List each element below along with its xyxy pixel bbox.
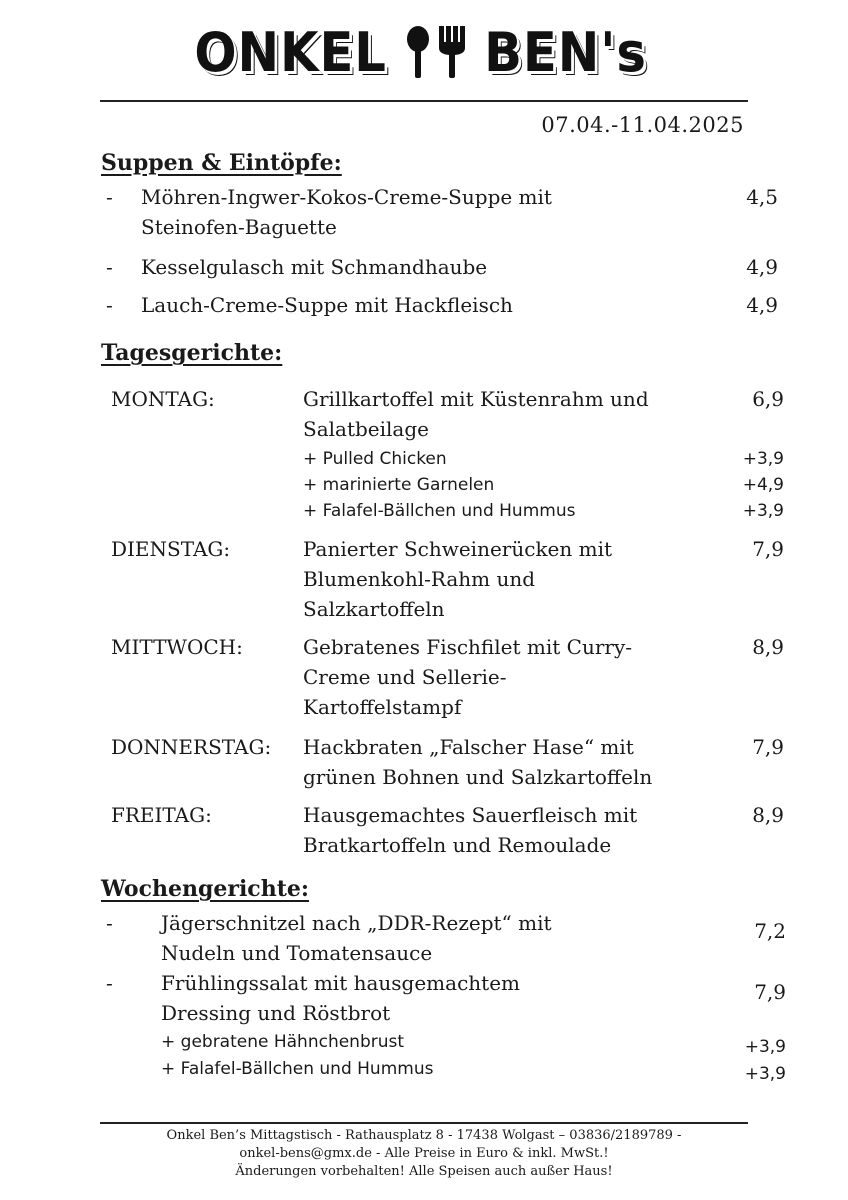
dish-price: 4,9: [746, 255, 778, 279]
logo-left-word: ONKEL: [194, 21, 387, 84]
menu-date: 07.04.-11.04.2025: [541, 113, 744, 137]
fork-icon: [437, 26, 467, 80]
addon-price: +3,9: [744, 1064, 786, 1084]
cutlery-icons: [405, 26, 467, 80]
dish-line: Lauch-Creme-Suppe mit Hackfleisch: [141, 293, 513, 317]
day-label: FREITAG:: [111, 803, 212, 827]
dish-line: Blumenkohl-Rahm und: [303, 567, 536, 591]
dish-line: Hackbraten „Falscher Hase“ mit: [303, 735, 634, 759]
addon-price: +3,9: [742, 449, 784, 469]
dish-price: 4,9: [746, 293, 778, 317]
bullet-dash: -: [106, 971, 113, 995]
day-label: DIENSTAG:: [111, 537, 231, 561]
dish-line: Nudeln und Tomatensauce: [161, 941, 433, 965]
footer-divider: [100, 1122, 748, 1124]
dish-line: Grillkartoffel mit Küstenrahm und: [303, 387, 649, 411]
section-heading-wochengerichte: Wochengerichte:: [101, 876, 309, 902]
dish-line: Jägerschnitzel nach „DDR-Rezept“ mit: [161, 911, 552, 935]
footer: [100, 1127, 748, 1181]
addon-price: +3,9: [742, 501, 784, 521]
logo: [180, 22, 660, 84]
dish-price: 8,9: [752, 803, 784, 827]
logo-right-word: BEN's: [484, 21, 648, 84]
addon-label: + Pulled Chicken: [303, 449, 447, 469]
addon-label: + Falafel-Bällchen und Hummus: [161, 1059, 434, 1079]
addon-price: +4,9: [742, 475, 784, 495]
dish-price: 4,5: [746, 185, 778, 209]
addon-label: + marinierte Garnelen: [303, 475, 495, 495]
dish-price: 7,9: [752, 735, 784, 759]
footer-line: onkel-bens@gmx.de - Alle Preise in Euro & inkl. MwSt.!: [239, 1146, 609, 1161]
bullet-dash: -: [106, 255, 113, 279]
day-label: MONTAG:: [111, 387, 215, 411]
dish-price: 7,9: [752, 537, 784, 561]
day-label: MITTWOCH:: [111, 635, 243, 659]
header-divider: [100, 100, 748, 102]
dish-line: Möhren-Ingwer-Kokos-Creme-Suppe mit: [141, 185, 552, 209]
dish-line: Gebratenes Fischfilet mit Curry-: [303, 635, 633, 659]
dish-line: Kartoffelstampf: [303, 695, 462, 719]
dish-line: Salzkartoffeln: [303, 597, 445, 621]
bullet-dash: -: [106, 293, 113, 317]
dish-price: 6,9: [752, 387, 784, 411]
dish-price: 7,2: [754, 919, 786, 943]
bullet-dash: -: [106, 185, 113, 209]
dish-line: grünen Bohnen und Salzkartoffeln: [303, 765, 653, 789]
addon-label: + gebratene Hähnchenbrust: [161, 1032, 405, 1052]
dish-line: Steinofen-Baguette: [141, 215, 337, 239]
dish-price: 8,9: [752, 635, 784, 659]
addon-label: + Falafel-Bällchen und Hummus: [303, 501, 576, 521]
dish-line: Panierter Schweinerücken mit: [303, 537, 613, 561]
section-heading-suppen: Suppen & Eintöpfe:: [101, 150, 342, 176]
footer-line: Onkel Ben’s Mittagstisch - Rathausplatz 8 - 17438 Wolgast – 03836/2189789 -: [166, 1128, 682, 1143]
section-heading-tagesgerichte: Tagesgerichte:: [101, 340, 283, 366]
spoon-icon: [405, 26, 431, 80]
dish-line: Creme und Sellerie-: [303, 665, 507, 689]
footer-line: Änderungen vorbehalten! Alle Speisen auch außer Haus!: [235, 1164, 613, 1179]
day-label: DONNERSTAG:: [111, 735, 272, 759]
dish-price: 7,9: [754, 980, 786, 1004]
dish-line: Frühlingssalat mit hausgemachtem: [161, 971, 520, 995]
dish-line: Salatbeilage: [303, 417, 429, 441]
dish-line: Kesselgulasch mit Schmandhaube: [141, 255, 488, 279]
dish-line: Dressing und Röstbrot: [161, 1001, 391, 1025]
dish-line: Hausgemachtes Sauerfleisch mit: [303, 803, 638, 827]
addon-price: +3,9: [744, 1037, 786, 1057]
dish-line: Bratkartoffeln und Remoulade: [303, 833, 612, 857]
bullet-dash: -: [106, 911, 113, 935]
